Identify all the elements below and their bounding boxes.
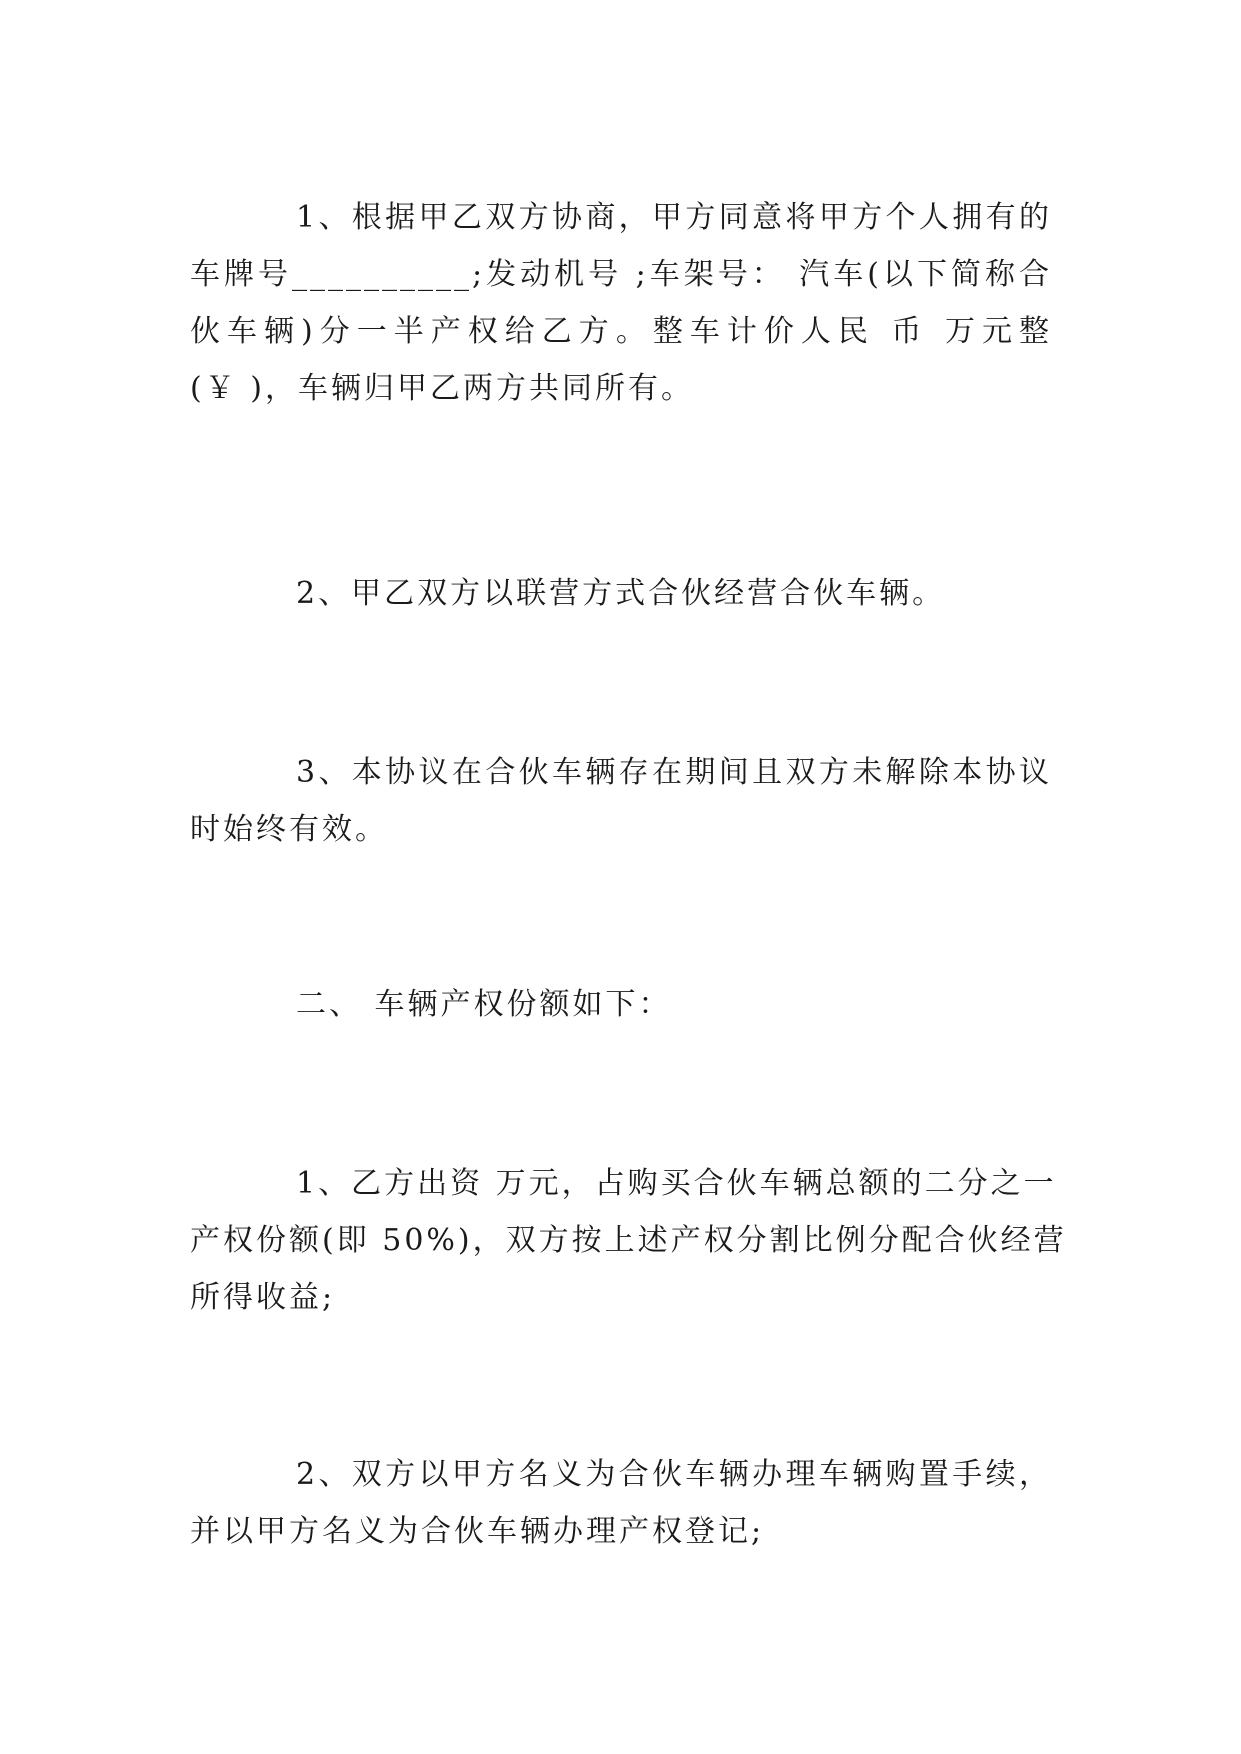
paragraph-clause-2-operation: [190, 565, 1052, 622]
paragraph-clause-3-validity: [190, 744, 1052, 858]
paragraph-line: 产权份额(即 50%)，双方按上述产权分割比例分配合伙经营: [190, 1223, 1067, 1258]
paragraph-line: 并以甲方名义为合伙车辆办理产权登记;: [190, 1514, 765, 1549]
section-heading-text: 二、 车辆产权份额如下：: [296, 987, 672, 1022]
paragraph-line: 2、双方以甲方名义为合伙车辆办理车辆购置手续，: [296, 1457, 1052, 1492]
paragraph-line: 2、甲乙双方以联营方式合伙经营合伙车辆。: [296, 576, 946, 611]
paragraph-line: 1、根据甲乙双方协商，甲方同意将甲方个人拥有的: [296, 200, 1052, 235]
paragraph-line: 车牌号__________;发动机号 ;车架号： 汽车(以下简称合: [190, 257, 1052, 292]
paragraph-line: (￥ )，车辆归甲乙两方共同所有。: [190, 371, 694, 406]
paragraph-clause-1-ownership: [190, 189, 1052, 417]
paragraph-line: 时始终有效。: [190, 812, 388, 847]
paragraph-line: 伙车辆)分一半产权给乙方。整车计价人民 币 万元整: [190, 314, 1052, 349]
section-heading-property-shares: [190, 976, 1052, 1033]
paragraph-line: 3、本协议在合伙车辆存在期间且双方未解除本协议: [296, 755, 1052, 790]
paragraph-line: 所得收益;: [190, 1280, 336, 1315]
paragraph-share-1-investment: [190, 1155, 1067, 1326]
paragraph-share-2-registration: [190, 1446, 1052, 1560]
paragraph-line: 1、乙方出资 万元，占购买合伙车辆总额的二分之一: [296, 1166, 1057, 1201]
